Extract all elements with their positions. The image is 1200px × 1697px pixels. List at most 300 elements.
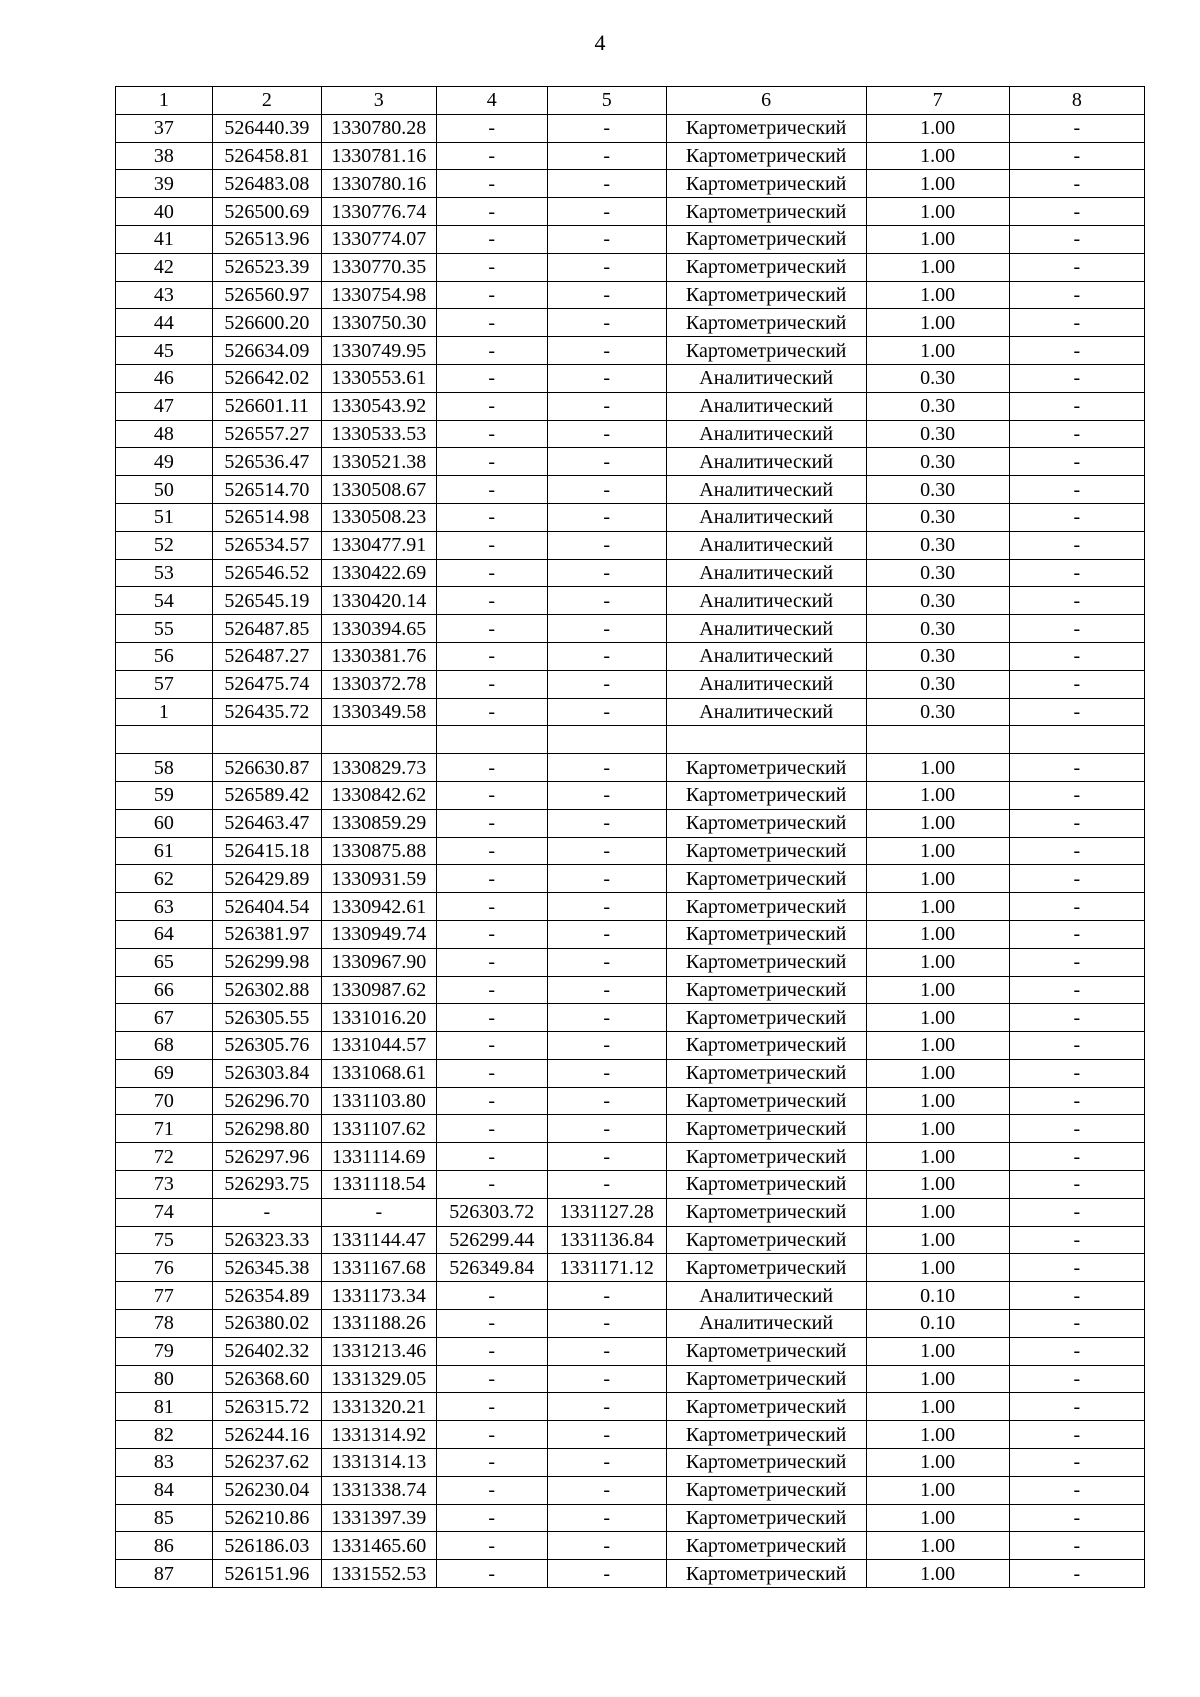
table-cell: 1331044.57 (321, 1032, 436, 1060)
column-header: 7 (866, 87, 1009, 115)
table-cell: 1.00 (866, 1421, 1009, 1449)
table-cell: - (1009, 1504, 1144, 1532)
table-row (116, 1532, 1145, 1560)
table-row (116, 837, 1145, 865)
table-cell: 54 (116, 587, 213, 615)
table-cell: - (436, 1115, 547, 1143)
table-cell: 526237.62 (212, 1449, 321, 1477)
table-cell: - (547, 1032, 666, 1060)
table-cell: - (436, 1282, 547, 1310)
table-cell: 526323.33 (212, 1226, 321, 1254)
table-cell: Картометрический (666, 1421, 866, 1449)
table-cell: 1.00 (866, 809, 1009, 837)
table-cell: 1331397.39 (321, 1504, 436, 1532)
table-cell: 1330372.78 (321, 670, 436, 698)
table-cell: 0.30 (866, 642, 1009, 670)
table-cell: - (1009, 1171, 1144, 1199)
table-cell: 526402.32 (212, 1337, 321, 1365)
table-cell: 526303.84 (212, 1059, 321, 1087)
table-cell: - (1009, 392, 1144, 420)
table-cell: 62 (116, 865, 213, 893)
column-header: 8 (1009, 87, 1144, 115)
table-cell: - (436, 114, 547, 142)
table-cell: Картометрический (666, 1365, 866, 1393)
table-row (116, 1337, 1145, 1365)
table-cell: 526545.19 (212, 587, 321, 615)
table-cell: - (1009, 976, 1144, 1004)
coordinates-table (115, 86, 1145, 1588)
table-cell: 1.00 (866, 1393, 1009, 1421)
table-cell: 1.00 (866, 1449, 1009, 1477)
table-cell: - (436, 948, 547, 976)
table-cell: - (436, 281, 547, 309)
table-cell: - (1009, 948, 1144, 976)
table-cell: 526299.44 (436, 1226, 547, 1254)
table-row (116, 1560, 1145, 1588)
table-cell: 60 (116, 809, 213, 837)
table-cell: - (1009, 781, 1144, 809)
table-cell: - (436, 1532, 547, 1560)
table-cell: - (436, 670, 547, 698)
table-cell: - (436, 476, 547, 504)
table-cell: - (547, 1004, 666, 1032)
table-cell: - (436, 225, 547, 253)
table-cell: 526151.96 (212, 1560, 321, 1588)
table-row (116, 142, 1145, 170)
table-cell: 1 (116, 698, 213, 726)
table-cell: 77 (116, 1282, 213, 1310)
table-cell: 58 (116, 754, 213, 782)
table-cell: Картометрический (666, 1393, 866, 1421)
table-cell: - (436, 420, 547, 448)
table-cell: - (547, 670, 666, 698)
table-cell: 1.00 (866, 754, 1009, 782)
table-cell: - (436, 587, 547, 615)
table-cell: 1331167.68 (321, 1254, 436, 1282)
table-row (116, 615, 1145, 643)
table-row (116, 337, 1145, 365)
table-row (116, 1171, 1145, 1199)
table-cell: - (1009, 225, 1144, 253)
table-cell: 0.30 (866, 587, 1009, 615)
table-cell: 1.00 (866, 893, 1009, 921)
table-row (116, 448, 1145, 476)
table-cell: 0.30 (866, 392, 1009, 420)
table-cell: 0.10 (866, 1282, 1009, 1310)
table-row (116, 170, 1145, 198)
column-header: 6 (666, 87, 866, 115)
table-cell: 65 (116, 948, 213, 976)
table-cell: Картометрический (666, 1504, 866, 1532)
table-cell: Аналитический (666, 531, 866, 559)
table-cell: 1.00 (866, 920, 1009, 948)
table-row (116, 1115, 1145, 1143)
table-cell: 526560.97 (212, 281, 321, 309)
table-cell: 0.30 (866, 559, 1009, 587)
column-header: 2 (212, 87, 321, 115)
table-cell: - (1009, 1476, 1144, 1504)
table-cell: - (547, 503, 666, 531)
column-header: 1 (116, 87, 213, 115)
table-cell: - (547, 392, 666, 420)
table-cell: Аналитический (666, 587, 866, 615)
table-cell: 1.00 (866, 253, 1009, 281)
table-cell: 1330949.74 (321, 920, 436, 948)
table-cell: 1.00 (866, 865, 1009, 893)
table-cell: - (436, 781, 547, 809)
table-row (116, 1226, 1145, 1254)
table-cell: 0.30 (866, 364, 1009, 392)
table-cell: - (547, 1449, 666, 1477)
table-cell: 72 (116, 1143, 213, 1171)
table-cell: 1330749.95 (321, 337, 436, 365)
table-cell: - (1009, 1449, 1144, 1477)
table-cell: 1330508.23 (321, 503, 436, 531)
table-cell: - (1009, 920, 1144, 948)
table-cell: - (1009, 1143, 1144, 1171)
table-cell: Картометрический (666, 865, 866, 893)
table-cell: 526186.03 (212, 1532, 321, 1560)
table-cell: 526475.74 (212, 670, 321, 698)
table-cell: 1.00 (866, 1087, 1009, 1115)
table-cell: - (436, 1059, 547, 1087)
table-cell: 1331329.05 (321, 1365, 436, 1393)
table-cell: 42 (116, 253, 213, 281)
table-cell: 1330770.35 (321, 253, 436, 281)
table-cell: Картометрический (666, 1171, 866, 1199)
table-body (116, 114, 1145, 1587)
table-cell: 1.00 (866, 1171, 1009, 1199)
table-cell: - (547, 642, 666, 670)
table-cell: - (436, 392, 547, 420)
table-row (116, 559, 1145, 587)
table-cell: - (436, 976, 547, 1004)
table-cell: 526349.84 (436, 1254, 547, 1282)
table-cell: 1330754.98 (321, 281, 436, 309)
table-cell: 0.30 (866, 531, 1009, 559)
table-cell: 61 (116, 837, 213, 865)
table-row (116, 1449, 1145, 1477)
table-cell: 74 (116, 1198, 213, 1226)
table-cell: - (1009, 754, 1144, 782)
column-header: 3 (321, 87, 436, 115)
table-cell: 1330780.16 (321, 170, 436, 198)
table-cell: - (547, 1421, 666, 1449)
table-cell: 1.00 (866, 837, 1009, 865)
table-cell: Картометрический (666, 1254, 866, 1282)
table-cell: - (547, 1115, 666, 1143)
table-cell: Аналитический (666, 420, 866, 448)
table-cell: - (436, 837, 547, 865)
table-row (116, 420, 1145, 448)
table-cell: - (1009, 559, 1144, 587)
table-cell: - (1009, 531, 1144, 559)
column-header: 5 (547, 87, 666, 115)
table-row (116, 364, 1145, 392)
table-cell (116, 726, 213, 754)
table-cell (321, 726, 436, 754)
table-cell: Аналитический (666, 1282, 866, 1310)
table-cell: - (1009, 253, 1144, 281)
table-cell: - (547, 1143, 666, 1171)
table-cell: 76 (116, 1254, 213, 1282)
table-cell: Картометрический (666, 1087, 866, 1115)
table-row (116, 1393, 1145, 1421)
table-row (116, 587, 1145, 615)
table-cell: Картометрический (666, 837, 866, 865)
table-cell: 0.30 (866, 420, 1009, 448)
table-cell: 75 (116, 1226, 213, 1254)
table-cell: - (436, 309, 547, 337)
table-row (116, 976, 1145, 1004)
table-cell: - (547, 253, 666, 281)
table-row (116, 754, 1145, 782)
table-cell: 1.00 (866, 1365, 1009, 1393)
table-cell: Картометрический (666, 754, 866, 782)
table-row (116, 726, 1145, 754)
table-cell: 73 (116, 1171, 213, 1199)
table-cell: - (547, 781, 666, 809)
table-cell: 526634.09 (212, 337, 321, 365)
table-cell: 1.00 (866, 1337, 1009, 1365)
table-cell: Картометрический (666, 337, 866, 365)
table-row (116, 865, 1145, 893)
table-cell: - (1009, 587, 1144, 615)
table-cell: - (547, 698, 666, 726)
table-cell: - (1009, 170, 1144, 198)
page-number: 4 (594, 30, 606, 55)
table-cell: Картометрический (666, 1198, 866, 1226)
table-row (116, 1032, 1145, 1060)
table-cell: 1330477.91 (321, 531, 436, 559)
table-cell: 526513.96 (212, 225, 321, 253)
table-cell: 1330553.61 (321, 364, 436, 392)
table-cell: - (1009, 809, 1144, 837)
table-cell: Картометрический (666, 114, 866, 142)
table-cell: 526210.86 (212, 1504, 321, 1532)
table-cell: 1.00 (866, 198, 1009, 226)
table-cell: - (436, 1393, 547, 1421)
table-cell: 0.30 (866, 698, 1009, 726)
table-cell: Картометрический (666, 281, 866, 309)
table-cell: - (1009, 1337, 1144, 1365)
table-cell: - (547, 1282, 666, 1310)
table-cell: 1.00 (866, 1143, 1009, 1171)
table-cell: 1330533.53 (321, 420, 436, 448)
table-cell: - (1009, 837, 1144, 865)
table-cell: - (547, 114, 666, 142)
table-cell: - (436, 1365, 547, 1393)
table-cell: 80 (116, 1365, 213, 1393)
table-row (116, 1004, 1145, 1032)
table-cell: Картометрический (666, 1143, 866, 1171)
table-cell: - (436, 1087, 547, 1115)
table-cell: - (547, 476, 666, 504)
table-row (116, 281, 1145, 309)
table-cell: - (436, 1032, 547, 1060)
table-row (116, 1504, 1145, 1532)
table-cell: 57 (116, 670, 213, 698)
table-cell: 45 (116, 337, 213, 365)
table-cell: 1330420.14 (321, 587, 436, 615)
table-cell: 1331068.61 (321, 1059, 436, 1087)
table-cell: Картометрический (666, 920, 866, 948)
table-cell: Картометрический (666, 948, 866, 976)
table-cell: - (547, 309, 666, 337)
table-cell: 526315.72 (212, 1393, 321, 1421)
table-cell: 526429.89 (212, 865, 321, 893)
table-cell: - (212, 1198, 321, 1226)
table-cell: - (1009, 1226, 1144, 1254)
table-cell: - (436, 615, 547, 643)
table-cell: 526514.98 (212, 503, 321, 531)
table-cell: 1330394.65 (321, 615, 436, 643)
table-cell: Картометрический (666, 309, 866, 337)
table-cell: Аналитический (666, 698, 866, 726)
table-cell: - (1009, 364, 1144, 392)
table-cell: 1331338.74 (321, 1476, 436, 1504)
table-cell: - (436, 642, 547, 670)
table-cell: 526230.04 (212, 1476, 321, 1504)
table-cell: 1.00 (866, 142, 1009, 170)
table-cell: 526305.76 (212, 1032, 321, 1060)
table-cell: Картометрический (666, 170, 866, 198)
table-row (116, 1198, 1145, 1226)
table-cell: 39 (116, 170, 213, 198)
table-cell: 526483.08 (212, 170, 321, 198)
table-cell: - (547, 1365, 666, 1393)
table-cell: 1.00 (866, 1532, 1009, 1560)
table-row (116, 503, 1145, 531)
table-cell: - (436, 253, 547, 281)
table-cell: 1331136.84 (547, 1226, 666, 1254)
table-cell: Картометрический (666, 253, 866, 281)
table-cell: Картометрический (666, 1226, 866, 1254)
table-cell: - (1009, 309, 1144, 337)
table-row (116, 1310, 1145, 1338)
table-cell: - (321, 1198, 436, 1226)
table-cell: 526630.87 (212, 754, 321, 782)
table-cell: 526299.98 (212, 948, 321, 976)
table-row (116, 476, 1145, 504)
table-cell: - (436, 1171, 547, 1199)
table-cell: - (1009, 448, 1144, 476)
table-cell: 67 (116, 1004, 213, 1032)
table-cell: - (436, 170, 547, 198)
table-cell: - (547, 1560, 666, 1588)
table-cell: 1331188.26 (321, 1310, 436, 1338)
table-cell: 526345.38 (212, 1254, 321, 1282)
table-cell: - (1009, 114, 1144, 142)
table-cell: 526404.54 (212, 893, 321, 921)
table-cell: 83 (116, 1449, 213, 1477)
table-cell: - (1009, 893, 1144, 921)
table-cell: 1330349.58 (321, 698, 436, 726)
table-cell: - (547, 1310, 666, 1338)
table-cell: - (547, 1059, 666, 1087)
table-cell: Картометрический (666, 1004, 866, 1032)
table-cell: 526589.42 (212, 781, 321, 809)
table-cell: - (547, 142, 666, 170)
table-cell: - (1009, 670, 1144, 698)
table-cell: Картометрический (666, 976, 866, 1004)
table-row (116, 893, 1145, 921)
table-cell: 526546.52 (212, 559, 321, 587)
table-cell: - (547, 809, 666, 837)
table-cell: 1.00 (866, 114, 1009, 142)
table-cell: 526487.27 (212, 642, 321, 670)
table-cell: 51 (116, 503, 213, 531)
table-cell: - (547, 1476, 666, 1504)
table-cell: 526440.39 (212, 114, 321, 142)
table-cell: - (1009, 503, 1144, 531)
table-cell: 526302.88 (212, 976, 321, 1004)
table-cell: - (547, 1532, 666, 1560)
table-cell: 1.00 (866, 170, 1009, 198)
table-cell: - (436, 142, 547, 170)
table-cell: 1331173.34 (321, 1282, 436, 1310)
table-row (116, 642, 1145, 670)
table-cell: 1.00 (866, 948, 1009, 976)
table-cell: 526600.20 (212, 309, 321, 337)
table-cell: Аналитический (666, 364, 866, 392)
table-cell: 86 (116, 1532, 213, 1560)
table-cell: Картометрический (666, 1059, 866, 1087)
table-cell: 46 (116, 364, 213, 392)
table-cell: - (1009, 698, 1144, 726)
table-cell: - (436, 503, 547, 531)
table-cell: - (1009, 1059, 1144, 1087)
table-cell: - (547, 448, 666, 476)
table-cell: 1.00 (866, 781, 1009, 809)
table-cell: 1330774.07 (321, 225, 436, 253)
table-cell: - (436, 1560, 547, 1588)
table-cell: 1.00 (866, 281, 1009, 309)
table-cell: 1331213.46 (321, 1337, 436, 1365)
table-cell: - (547, 976, 666, 1004)
table-row (116, 1476, 1145, 1504)
header-row (116, 87, 1145, 115)
table-cell: Картометрический (666, 1449, 866, 1477)
column-header: 4 (436, 87, 547, 115)
table-cell: 79 (116, 1337, 213, 1365)
table-row (116, 781, 1145, 809)
table-cell: 1331171.12 (547, 1254, 666, 1282)
table-cell: 0.30 (866, 670, 1009, 698)
table-cell: - (1009, 642, 1144, 670)
table-cell: 1.00 (866, 1032, 1009, 1060)
table-cell: - (547, 948, 666, 976)
table-cell: - (436, 364, 547, 392)
table-cell: Картометрический (666, 1337, 866, 1365)
table-cell: - (547, 531, 666, 559)
table-cell: - (1009, 1198, 1144, 1226)
table-cell: - (1009, 1032, 1144, 1060)
table-cell: 1331144.47 (321, 1226, 436, 1254)
table-cell: - (436, 754, 547, 782)
table-cell: Аналитический (666, 559, 866, 587)
table-cell: - (1009, 1310, 1144, 1338)
table-cell: Аналитический (666, 392, 866, 420)
table-cell: 1.00 (866, 1254, 1009, 1282)
table-cell: - (547, 559, 666, 587)
table-row (116, 670, 1145, 698)
table-cell: - (436, 865, 547, 893)
table-cell: - (436, 448, 547, 476)
table-cell: 1331552.53 (321, 1560, 436, 1588)
table-cell: 1331016.20 (321, 1004, 436, 1032)
table-cell: 526458.81 (212, 142, 321, 170)
